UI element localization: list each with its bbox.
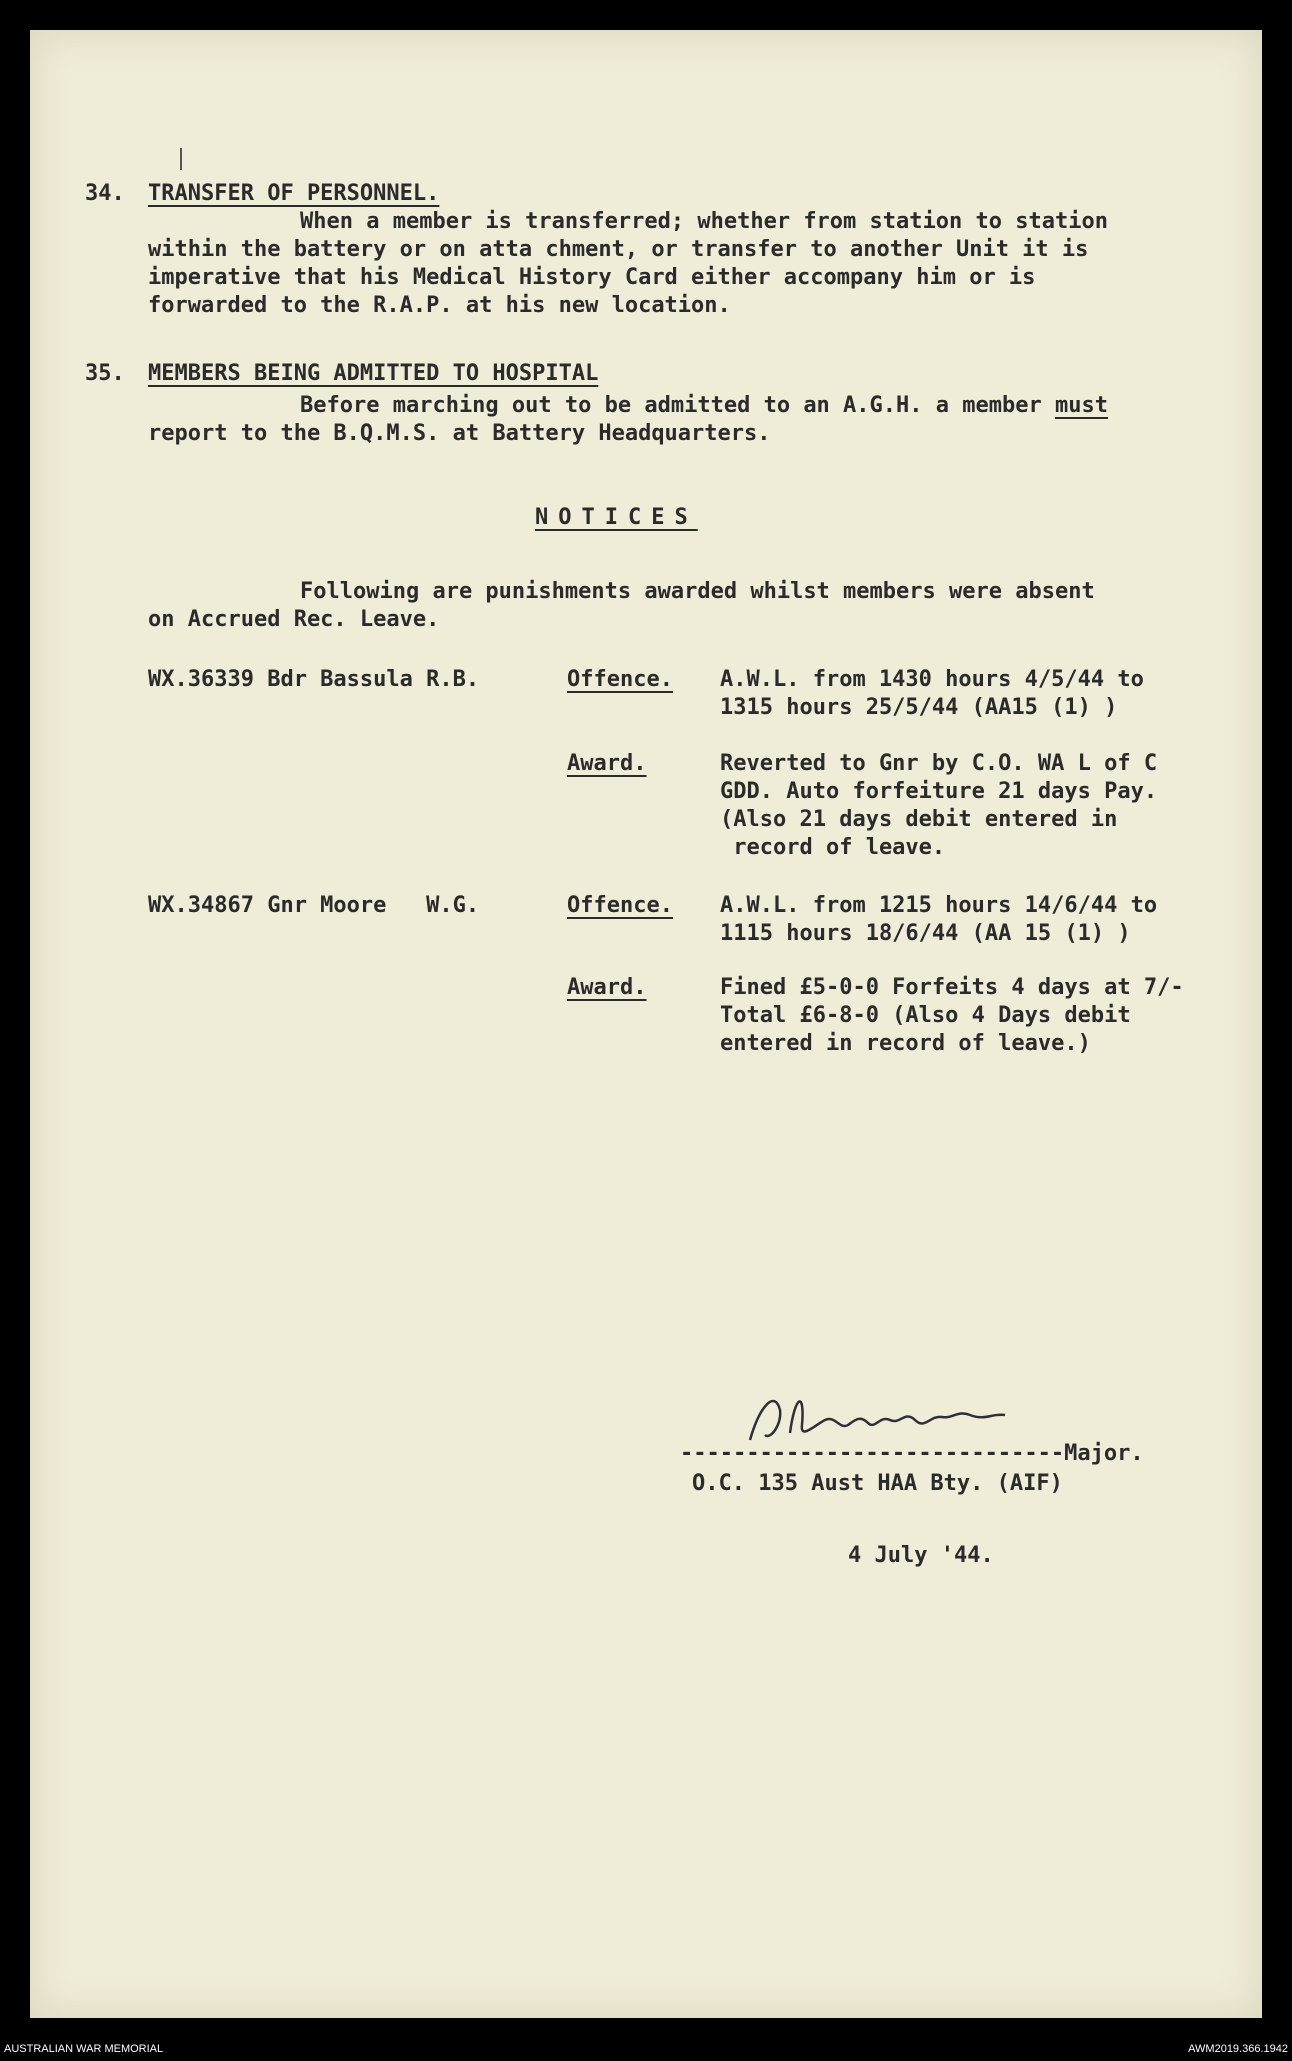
section-34-line-2: within the battery or on atta chment, or transfer to another Unit it is	[148, 237, 1089, 262]
section-35-number: 35.	[85, 361, 125, 386]
section-34-number: 34.	[85, 181, 125, 206]
footer-right: AWM2019.366.1942	[1188, 2043, 1288, 2055]
notices-title: NOTICES	[535, 505, 698, 530]
footer-left: AUSTRALIAN WAR MEMORIAL	[4, 2043, 164, 2055]
notices-intro-2: on Accrued Rec. Leave.	[148, 607, 440, 632]
section-35-emphasis: must	[1054, 393, 1108, 418]
section-34-line-1: When a member is transferred; whether from station to station	[300, 209, 1108, 234]
case-2-offence-line-1: A.W.L. from 1215 hours 14/6/44 to	[720, 893, 1158, 918]
case-2-offence-label: Offence.	[567, 893, 673, 918]
case-1-award-line-3: (Also 21 days debit entered in	[720, 807, 1118, 832]
case-1-member: WX.36339 Bdr Bassula R.B.	[148, 667, 480, 692]
case-1-award-line-2: GDD. Auto forfeiture 21 days Pay.	[720, 779, 1158, 804]
signature-line: -----------------------------Major.	[680, 1441, 1144, 1466]
section-35-line-1-text: Before marching out to be admitted to an A.G.H. a member	[300, 393, 1055, 418]
case-1-award-label: Award.	[567, 751, 647, 776]
case-2-award-line-3: entered in record of leave.)	[720, 1031, 1091, 1056]
case-2-award-line-1: Fined £5-0-0 Forfeits 4 days at 7/-	[720, 975, 1184, 1000]
signature-date: 4 July '44.	[848, 1543, 994, 1568]
document-page	[30, 30, 1262, 2018]
case-2-offence-line-2: 1115 hours 18/6/44 (AA 15 (1) )	[720, 921, 1131, 946]
case-1-award-line-1: Reverted to Gnr by C.O. WA L of C	[720, 751, 1158, 776]
notices-intro-1: Following are punishments awarded whilst members were absent	[300, 579, 1095, 604]
case-1-offence-label: Offence.	[567, 667, 673, 692]
section-35-line-1	[300, 392, 1108, 420]
case-1-offence-line-1: A.W.L. from 1430 hours 4/5/44 to	[720, 667, 1144, 692]
case-1-offence-line-2: 1315 hours 25/5/44 (AA15 (1) )	[720, 695, 1118, 720]
case-1-award-line-4: record of leave.	[720, 835, 946, 860]
case-2-award-line-2: Total £6-8-0 (Also 4 Days debit	[720, 1003, 1131, 1028]
signature-unit: O.C. 135 Aust HAA Bty. (AIF)	[692, 1471, 1063, 1496]
section-35-line-2: report to the B.Q.M.S. at Battery Headquarters.	[148, 421, 771, 446]
section-34-line-3: imperative that his Medical History Card either accompany him or is	[148, 265, 1036, 290]
section-35-heading: MEMBERS BEING ADMITTED TO HOSPITAL	[148, 361, 599, 386]
case-2-member: WX.34867 Gnr Moore W.G.	[148, 893, 480, 918]
case-2-award-label: Award.	[567, 975, 647, 1000]
margin-mark	[180, 148, 182, 170]
section-34-line-4: forwarded to the R.A.P. at his new location.	[148, 293, 731, 318]
section-34-heading: TRANSFER OF PERSONNEL.	[148, 181, 440, 206]
